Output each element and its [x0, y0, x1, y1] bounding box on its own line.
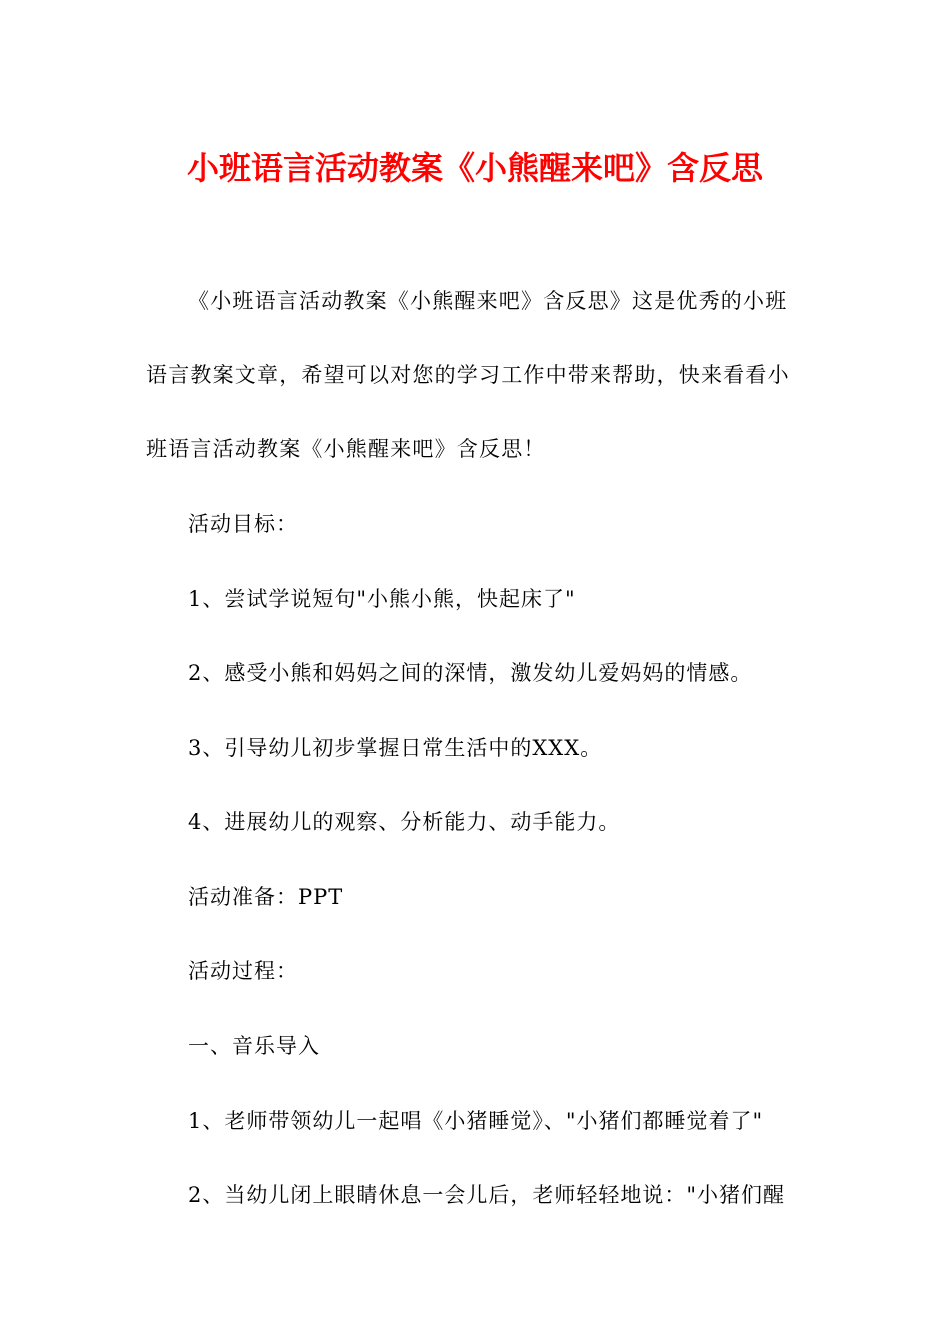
process-item-2: 2、当幼儿闭上眼睛休息一会儿后，老师轻轻地说："小猪们醒 — [188, 1183, 786, 1207]
document-title: 小班语言活动教案《小熊醒来吧》含反思 — [186, 149, 763, 187]
section-heading-preparation: 活动准备：PPT — [188, 885, 344, 909]
intro-paragraph: 《小班语言活动教案《小熊醒来吧》含反思》这是优秀的小班语言教案文章，希望可以对您的学习工作中带来帮助，快来看看小班语言活动教案《小熊醒来吧》含反思！ — [146, 289, 790, 461]
section-heading-process: 活动过程： — [188, 959, 298, 983]
goal-item-2: 2、感受小熊和妈妈之间的深情，激发幼儿爱妈妈的情感。 — [188, 661, 753, 685]
goal-item-3: 3、引导幼儿初步掌握日常生活中的XXX。 — [188, 736, 603, 760]
goal-item-1: 1、尝试学说短句"小熊小熊，快起床了" — [188, 587, 576, 611]
section-heading-goals: 活动目标： — [188, 512, 298, 536]
process-item-1: 1、老师带领幼儿一起唱《小猪睡觉》、"小猪们都睡觉着了" — [188, 1109, 764, 1133]
subsection-heading-music-intro: 一、音乐导入 — [188, 1034, 320, 1058]
goal-item-4: 4、进展幼儿的观察、分析能力、动手能力。 — [188, 810, 621, 834]
